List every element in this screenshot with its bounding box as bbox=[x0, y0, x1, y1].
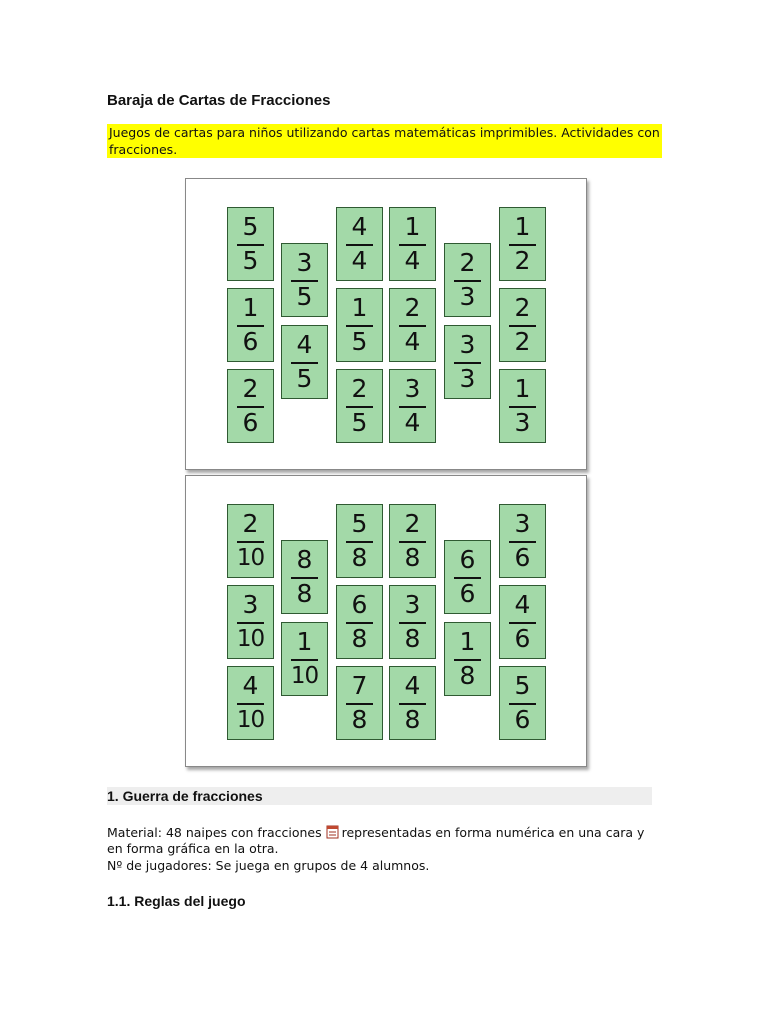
fraction-card bbox=[336, 666, 383, 740]
fraction-numerator: 8 bbox=[296, 545, 313, 574]
fraction-card bbox=[281, 325, 328, 399]
fraction-numerator: 1 bbox=[459, 627, 476, 656]
fraction-card bbox=[227, 207, 274, 281]
fraction-denominator: 8 bbox=[404, 543, 421, 572]
fraction-card bbox=[444, 540, 491, 614]
fraction-numerator: 3 bbox=[404, 374, 421, 403]
fraction-card bbox=[227, 585, 274, 659]
fraction-numerator: 3 bbox=[404, 590, 421, 619]
fraction-numerator: 6 bbox=[351, 590, 368, 619]
fraction-card bbox=[389, 369, 436, 443]
fraction-numerator: 5 bbox=[351, 509, 368, 538]
fraction-denominator: 2 bbox=[514, 246, 531, 275]
fraction-denominator: 5 bbox=[351, 327, 368, 356]
fraction-numerator: 4 bbox=[514, 590, 531, 619]
fraction-card bbox=[444, 243, 491, 317]
fraction-numerator: 1 bbox=[514, 374, 531, 403]
fraction-denominator: 8 bbox=[459, 661, 476, 690]
fraction-numerator: 2 bbox=[242, 374, 259, 403]
fraction-denominator: 3 bbox=[459, 364, 476, 393]
fraction-numerator: 1 bbox=[514, 212, 531, 241]
fraction-card bbox=[227, 288, 274, 362]
fraction-card bbox=[499, 585, 546, 659]
fraction-denominator: 10 bbox=[290, 663, 319, 689]
fraction-denominator: 10 bbox=[236, 626, 265, 652]
fraction-numerator: 3 bbox=[514, 509, 531, 538]
fraction-card bbox=[499, 207, 546, 281]
fraction-card bbox=[281, 622, 328, 696]
section-title: 1. Guerra de fracciones bbox=[107, 788, 263, 804]
fraction-numerator: 4 bbox=[404, 671, 421, 700]
fraction-numerator: 2 bbox=[514, 293, 531, 322]
fraction-numerator: 7 bbox=[351, 671, 368, 700]
fraction-numerator: 6 bbox=[459, 545, 476, 574]
fraction-numerator: 2 bbox=[351, 374, 368, 403]
fraction-numerator: 4 bbox=[296, 330, 313, 359]
fraction-numerator: 2 bbox=[404, 509, 421, 538]
material-paragraph bbox=[107, 825, 652, 857]
fraction-denominator: 8 bbox=[351, 624, 368, 653]
fraction-card bbox=[389, 585, 436, 659]
fraction-numerator: 1 bbox=[404, 212, 421, 241]
fraction-denominator: 8 bbox=[351, 705, 368, 734]
fraction-numerator: 1 bbox=[296, 627, 313, 656]
fraction-denominator: 5 bbox=[351, 408, 368, 437]
fraction-card bbox=[336, 207, 383, 281]
fraction-card bbox=[227, 504, 274, 578]
fraction-denominator: 6 bbox=[514, 543, 531, 572]
fraction-denominator: 10 bbox=[236, 545, 265, 571]
fraction-card bbox=[389, 288, 436, 362]
fraction-card bbox=[499, 288, 546, 362]
fraction-card bbox=[444, 622, 491, 696]
fraction-numerator: 3 bbox=[242, 590, 259, 619]
material-text-end: representadas en forma numérica en una cara y en forma gráfica en la otra. bbox=[107, 825, 645, 856]
fraction-card bbox=[389, 207, 436, 281]
fraction-numerator: 1 bbox=[242, 293, 259, 322]
fraction-denominator: 6 bbox=[514, 705, 531, 734]
players-paragraph: Nº de jugadores: Se juega en grupos de 4 alumnos. bbox=[107, 858, 430, 873]
fraction-denominator: 2 bbox=[514, 327, 531, 356]
fraction-denominator: 4 bbox=[351, 246, 368, 275]
fraction-numerator: 4 bbox=[242, 671, 259, 700]
fraction-card bbox=[444, 325, 491, 399]
fraction-numerator: 5 bbox=[242, 212, 259, 241]
fraction-denominator: 4 bbox=[404, 327, 421, 356]
fraction-numerator: 5 bbox=[514, 671, 531, 700]
fraction-card bbox=[389, 504, 436, 578]
fraction-denominator: 5 bbox=[296, 282, 313, 311]
fraction-denominator: 10 bbox=[236, 707, 265, 733]
page-title: Baraja de Cartas de Fracciones bbox=[107, 92, 331, 109]
fraction-denominator: 8 bbox=[404, 705, 421, 734]
fraction-cards-panel-2 bbox=[185, 475, 587, 767]
fraction-card bbox=[227, 369, 274, 443]
fraction-numerator: 3 bbox=[459, 330, 476, 359]
fraction-denominator: 4 bbox=[404, 246, 421, 275]
fraction-numerator: 2 bbox=[404, 293, 421, 322]
fraction-denominator: 8 bbox=[351, 543, 368, 572]
fraction-card bbox=[336, 504, 383, 578]
fraction-card bbox=[281, 243, 328, 317]
fraction-card bbox=[336, 585, 383, 659]
fraction-numerator: 2 bbox=[459, 248, 476, 277]
fraction-numerator: 4 bbox=[351, 212, 368, 241]
fraction-numerator: 1 bbox=[351, 293, 368, 322]
fraction-denominator: 6 bbox=[459, 579, 476, 608]
fraction-denominator: 3 bbox=[459, 282, 476, 311]
fraction-numerator: 3 bbox=[296, 248, 313, 277]
fraction-denominator: 8 bbox=[296, 579, 313, 608]
fraction-denominator: 6 bbox=[514, 624, 531, 653]
fraction-cards-panel-1 bbox=[185, 178, 587, 470]
fraction-numerator: 2 bbox=[242, 509, 259, 538]
fraction-card bbox=[499, 666, 546, 740]
fraction-denominator: 5 bbox=[296, 364, 313, 393]
fraction-card bbox=[227, 666, 274, 740]
fraction-card bbox=[281, 540, 328, 614]
fraction-denominator: 5 bbox=[242, 246, 259, 275]
rules-subtitle: 1.1. Reglas del juego bbox=[107, 893, 246, 909]
fraction-card bbox=[336, 369, 383, 443]
fraction-card bbox=[389, 666, 436, 740]
fraction-card bbox=[499, 369, 546, 443]
fraction-denominator: 8 bbox=[404, 624, 421, 653]
material-text-start: Material: 48 naipes con fracciones bbox=[107, 825, 322, 840]
fraction-card bbox=[499, 504, 546, 578]
document-icon[interactable] bbox=[326, 825, 339, 839]
fraction-denominator: 6 bbox=[242, 327, 259, 356]
fraction-card bbox=[336, 288, 383, 362]
intro-highlight: Juegos de cartas para niños utilizando cartas matemáticas imprimibles. Actividades con fracciones. bbox=[107, 124, 662, 158]
fraction-denominator: 6 bbox=[242, 408, 259, 437]
fraction-denominator: 4 bbox=[404, 408, 421, 437]
fraction-denominator: 3 bbox=[514, 408, 531, 437]
